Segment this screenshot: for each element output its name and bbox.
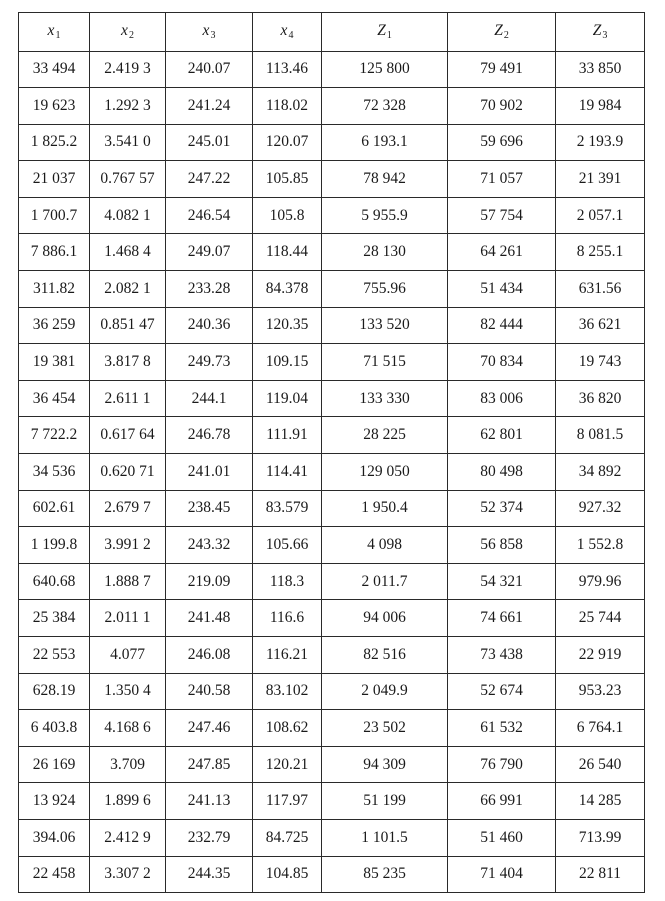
table-cell: 631.56 [556,271,645,308]
table-cell: 713.99 [556,819,645,856]
column-header-x3 [166,13,253,52]
table-cell: 51 199 [322,783,448,820]
column-header-z1 [322,13,448,52]
table-cell: 116.21 [253,637,322,674]
table-row [19,527,645,564]
table-cell: 71 515 [322,344,448,381]
table-cell: 246.78 [166,417,253,454]
table-cell: 2 049.9 [322,673,448,710]
table-cell: 4 098 [322,527,448,564]
table-cell: 25 384 [19,600,90,637]
column-header-z3 [556,13,645,52]
table-cell: 34 536 [19,454,90,491]
table-cell: 2.419 3 [90,51,166,88]
table-cell: 394.06 [19,819,90,856]
table-cell: 51 434 [448,271,556,308]
table-cell: 13 924 [19,783,90,820]
table-cell: 219.09 [166,563,253,600]
table-row [19,673,645,710]
table-cell: 4.077 [90,637,166,674]
table-cell: 19 984 [556,88,645,125]
table-cell: 6 764.1 [556,710,645,747]
table-row [19,51,645,88]
header-subscript: 2 [503,30,509,42]
table-cell: 113.46 [253,51,322,88]
table-cell: 2.412 9 [90,819,166,856]
table-cell: 3.307 2 [90,856,166,893]
header-subscript: 3 [602,30,608,42]
table-row [19,161,645,198]
table-cell: 71 057 [448,161,556,198]
table-cell: 6 403.8 [19,710,90,747]
table-cell: 241.24 [166,88,253,125]
table-cell: 19 743 [556,344,645,381]
table-row [19,380,645,417]
table-cell: 61 532 [448,710,556,747]
table-cell: 3.541 0 [90,124,166,161]
table-cell: 52 674 [448,673,556,710]
table-row [19,307,645,344]
table-cell: 111.91 [253,417,322,454]
table-cell: 240.36 [166,307,253,344]
table-cell: 21 391 [556,161,645,198]
table-cell: 5 955.9 [322,197,448,234]
table-row [19,746,645,783]
table-cell: 233.28 [166,271,253,308]
column-header-x2 [90,13,166,52]
table-cell: 117.97 [253,783,322,820]
table-cell: 64 261 [448,234,556,271]
table-cell: 23 502 [322,710,448,747]
table-cell: 1.899 6 [90,783,166,820]
table-cell: 84.725 [253,819,322,856]
table-cell: 25 744 [556,600,645,637]
table-row [19,124,645,161]
header-symbol: x [202,22,210,40]
table-cell: 78 942 [322,161,448,198]
table-cell: 21 037 [19,161,90,198]
table-cell: 118.3 [253,563,322,600]
table-cell: 241.48 [166,600,253,637]
header-symbol: x [47,22,55,40]
table-cell: 247.46 [166,710,253,747]
table-cell: 36 259 [19,307,90,344]
table-cell: 105.8 [253,197,322,234]
table-row [19,417,645,454]
table-cell: 246.54 [166,197,253,234]
table-cell: 70 902 [448,88,556,125]
table-row [19,490,645,527]
table-cell: 1.350 4 [90,673,166,710]
table-cell: 755.96 [322,271,448,308]
table-cell: 247.85 [166,746,253,783]
table-cell: 36 454 [19,380,90,417]
header-subscript: 1 [55,30,61,42]
table-cell: 59 696 [448,124,556,161]
table-cell: 105.85 [253,161,322,198]
table-cell: 1 101.5 [322,819,448,856]
table-body [19,51,645,893]
table-cell: 70 834 [448,344,556,381]
table-cell: 66 991 [448,783,556,820]
table-cell: 4.168 6 [90,710,166,747]
table-cell: 118.44 [253,234,322,271]
table-cell: 3.817 8 [90,344,166,381]
table-cell: 241.13 [166,783,253,820]
table-row [19,637,645,674]
table-cell: 22 919 [556,637,645,674]
table-cell: 73 438 [448,637,556,674]
table-cell: 28 130 [322,234,448,271]
table-cell: 1 825.2 [19,124,90,161]
table-cell: 36 621 [556,307,645,344]
table-cell: 240.58 [166,673,253,710]
table-row [19,88,645,125]
table-cell: 246.08 [166,637,253,674]
table-cell: 94 006 [322,600,448,637]
table-row [19,856,645,893]
table-cell: 1 552.8 [556,527,645,564]
table-cell: 311.82 [19,271,90,308]
table-cell: 602.61 [19,490,90,527]
table-row [19,271,645,308]
header-subscript: 1 [386,30,392,42]
table-row [19,563,645,600]
table-row [19,783,645,820]
table-cell: 238.45 [166,490,253,527]
table-cell: 244.35 [166,856,253,893]
table-cell: 56 858 [448,527,556,564]
table-cell: 133 330 [322,380,448,417]
table-cell: 26 540 [556,746,645,783]
table-cell: 240.07 [166,51,253,88]
table-cell: 4.082 1 [90,197,166,234]
table-cell: 72 328 [322,88,448,125]
table-cell: 108.62 [253,710,322,747]
table-cell: 84.378 [253,271,322,308]
header-subscript: 2 [128,30,134,42]
table-cell: 114.41 [253,454,322,491]
table-cell: 82 444 [448,307,556,344]
table-cell: 82 516 [322,637,448,674]
header-symbol: x [121,22,128,40]
table-cell: 1 700.7 [19,197,90,234]
table-cell: 34 892 [556,454,645,491]
table-cell: 83 006 [448,380,556,417]
table-cell: 83.579 [253,490,322,527]
table-cell: 19 381 [19,344,90,381]
table-cell: 241.01 [166,454,253,491]
table-cell: 94 309 [322,746,448,783]
column-header-x1 [19,13,90,52]
table-cell: 62 801 [448,417,556,454]
table-cell: 628.19 [19,673,90,710]
column-header-z2 [448,13,556,52]
header-symbol: x [280,22,288,40]
table-cell: 1.468 4 [90,234,166,271]
table-cell: 120.21 [253,746,322,783]
table-cell: 1 199.8 [19,527,90,564]
header-symbol: Z [377,22,386,40]
table-cell: 2.611 1 [90,380,166,417]
table-cell: 33 494 [19,51,90,88]
table-cell: 1.888 7 [90,563,166,600]
table-cell: 19 623 [19,88,90,125]
table-row [19,710,645,747]
table-row [19,234,645,271]
table-cell: 1 950.4 [322,490,448,527]
table-cell: 2 011.7 [322,563,448,600]
table-cell: 52 374 [448,490,556,527]
table-cell: 2 193.9 [556,124,645,161]
table-cell: 0.620 71 [90,454,166,491]
table-cell: 51 460 [448,819,556,856]
table-cell: 119.04 [253,380,322,417]
table-cell: 245.01 [166,124,253,161]
table-cell: 8 255.1 [556,234,645,271]
table-cell: 120.07 [253,124,322,161]
table-cell: 247.22 [166,161,253,198]
table-cell: 1.292 3 [90,88,166,125]
table-cell: 118.02 [253,88,322,125]
table-header [19,13,645,52]
table-cell: 36 820 [556,380,645,417]
table-cell: 232.79 [166,819,253,856]
table-cell: 6 193.1 [322,124,448,161]
table-cell: 71 404 [448,856,556,893]
table-cell: 14 285 [556,783,645,820]
table-cell: 22 811 [556,856,645,893]
header-subscript: 3 [210,30,216,42]
header-row [19,13,645,52]
table-cell: 85 235 [322,856,448,893]
table-cell: 116.6 [253,600,322,637]
table-cell: 8 081.5 [556,417,645,454]
table-cell: 22 458 [19,856,90,893]
table-cell: 22 553 [19,637,90,674]
header-symbol: Z [494,22,503,40]
table-cell: 120.35 [253,307,322,344]
column-header-x4 [253,13,322,52]
table-cell: 3.709 [90,746,166,783]
table-cell: 76 790 [448,746,556,783]
table-cell: 125 800 [322,51,448,88]
table-cell: 2.679 7 [90,490,166,527]
table-cell: 0.851 47 [90,307,166,344]
table-cell: 54 321 [448,563,556,600]
table-cell: 109.15 [253,344,322,381]
table-cell: 79 491 [448,51,556,88]
table-cell: 244.1 [166,380,253,417]
table-cell: 7 722.2 [19,417,90,454]
table-cell: 57 754 [448,197,556,234]
table-cell: 927.32 [556,490,645,527]
table-cell: 104.85 [253,856,322,893]
table-cell: 3.991 2 [90,527,166,564]
table-cell: 83.102 [253,673,322,710]
table-cell: 640.68 [19,563,90,600]
table-cell: 28 225 [322,417,448,454]
table-cell: 0.617 64 [90,417,166,454]
table-cell: 979.96 [556,563,645,600]
table-cell: 249.73 [166,344,253,381]
table-cell: 2.011 1 [90,600,166,637]
table-cell: 7 886.1 [19,234,90,271]
table-cell: 249.07 [166,234,253,271]
table-cell: 129 050 [322,454,448,491]
table-row [19,454,645,491]
table-cell: 74 661 [448,600,556,637]
data-table [18,12,645,893]
table-row [19,819,645,856]
table-row [19,197,645,234]
header-subscript: 4 [288,30,294,42]
table-row [19,600,645,637]
table-cell: 33 850 [556,51,645,88]
table-cell: 243.32 [166,527,253,564]
table-cell: 80 498 [448,454,556,491]
table-cell: 105.66 [253,527,322,564]
table-cell: 133 520 [322,307,448,344]
table-cell: 26 169 [19,746,90,783]
table-row [19,344,645,381]
table-cell: 0.767 57 [90,161,166,198]
table-cell: 953.23 [556,673,645,710]
table-cell: 2.082 1 [90,271,166,308]
table-cell: 2 057.1 [556,197,645,234]
header-symbol: Z [592,22,602,40]
